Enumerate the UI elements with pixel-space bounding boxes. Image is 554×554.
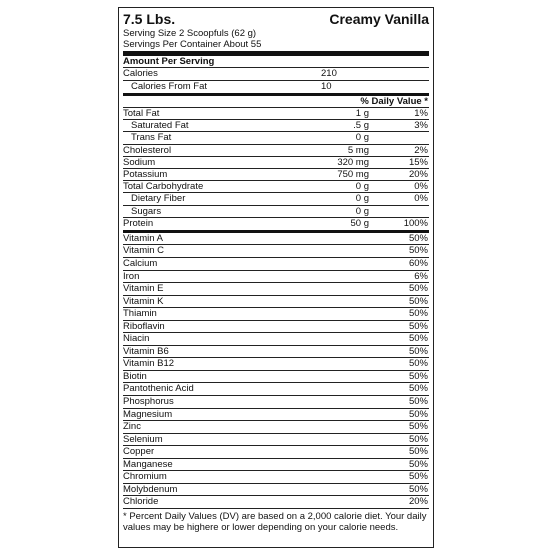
vitamin-daily-value: 50% xyxy=(408,446,428,458)
nutrient-row xyxy=(123,181,429,193)
vitamin-daily-value: 50% xyxy=(408,358,428,370)
nutrient-amount: 50 g xyxy=(350,217,369,229)
nutrient-name: Sodium xyxy=(123,156,156,168)
vitamin-row xyxy=(123,383,429,396)
vitamin-daily-value: 50% xyxy=(408,421,428,433)
vitamin-daily-value: 6% xyxy=(414,270,428,282)
nutrient-row xyxy=(123,218,429,230)
vitamin-row xyxy=(123,296,429,309)
nutrient-row xyxy=(123,120,429,132)
nutrient-name: Protein xyxy=(123,217,154,229)
vitamin-name: Biotin xyxy=(123,370,147,382)
vitamin-row xyxy=(123,396,429,409)
nutrient-daily-value: 1% xyxy=(414,108,428,119)
nutrient-row xyxy=(123,132,429,144)
vitamin-row xyxy=(123,321,429,334)
vitamin-row xyxy=(123,446,429,459)
vitamin-row xyxy=(123,333,429,346)
vitamin-name: Zinc xyxy=(123,421,141,433)
vitamin-name: Magnesium xyxy=(123,408,173,420)
nutrient-name: Potassium xyxy=(123,168,168,180)
nutrient-row xyxy=(123,108,429,120)
nutrient-amount: .5 g xyxy=(353,120,369,132)
nutrient-amount: 0 g xyxy=(355,132,369,144)
vitamin-list xyxy=(123,233,429,509)
nutrient-daily-value: 15% xyxy=(408,156,428,168)
calorie-name: Calories xyxy=(123,68,158,79)
vitamin-row xyxy=(123,409,429,422)
vitamin-name: Iron xyxy=(123,270,140,282)
vitamin-name: Calcium xyxy=(123,257,158,269)
calorie-value: 10 xyxy=(321,81,332,92)
vitamin-daily-value: 50% xyxy=(408,395,428,407)
vitamin-row xyxy=(123,434,429,447)
vitamin-name: Manganese xyxy=(123,458,173,470)
vitamin-daily-value: 50% xyxy=(408,433,428,445)
vitamin-daily-value: 20% xyxy=(408,496,428,508)
amount-per-serving-heading: Amount Per Serving xyxy=(123,56,429,68)
nutrient-row xyxy=(123,169,429,181)
nutrient-name: Total Carbohydrate xyxy=(123,181,204,193)
nutrient-amount: 320 mg xyxy=(337,156,369,168)
calorie-row xyxy=(123,81,429,93)
vitamin-row xyxy=(123,459,429,472)
vitamin-daily-value: 50% xyxy=(408,370,428,382)
nutrient-amount: 1 g xyxy=(355,108,369,119)
flavor-name: Creamy Vanilla xyxy=(329,11,429,27)
nutrient-row xyxy=(123,145,429,157)
vitamin-daily-value: 50% xyxy=(408,295,428,307)
vitamin-row xyxy=(123,308,429,321)
daily-value-heading: % Daily Value * xyxy=(123,96,429,108)
vitamin-name: Riboflavin xyxy=(123,320,165,332)
nutrient-amount: 5 mg xyxy=(347,144,369,156)
vitamin-name: Molybdenum xyxy=(123,483,178,495)
vitamin-name: Selenium xyxy=(123,433,163,445)
nutrient-amount: 0 g xyxy=(355,205,369,217)
vitamin-row xyxy=(123,496,429,509)
vitamin-name: Pantothenic Acid xyxy=(123,383,194,395)
vitamin-daily-value: 50% xyxy=(408,283,428,295)
calories-list xyxy=(123,68,429,93)
vitamin-daily-value: 50% xyxy=(408,232,428,244)
vitamin-daily-value: 50% xyxy=(408,345,428,357)
vitamin-daily-value: 50% xyxy=(408,320,428,332)
nutrient-amount: 0 g xyxy=(355,181,369,193)
nutrient-name: Saturated Fat xyxy=(131,120,189,132)
nutrient-daily-value: 100% xyxy=(403,217,428,229)
vitamin-name: Thiamin xyxy=(123,308,157,320)
vitamin-daily-value: 50% xyxy=(408,408,428,420)
nutrient-amount: 0 g xyxy=(355,193,369,205)
calorie-value: 210 xyxy=(321,68,337,79)
vitamin-daily-value: 50% xyxy=(408,383,428,395)
vitamin-name: Chloride xyxy=(123,496,159,508)
nutrient-name: Cholesterol xyxy=(123,144,172,156)
label-header xyxy=(123,11,429,28)
vitamin-daily-value: 50% xyxy=(408,483,428,495)
vitamin-row xyxy=(123,233,429,246)
nutrient-daily-value: 3% xyxy=(414,120,428,132)
vitamin-name: Vitamin C xyxy=(123,245,165,257)
servings-per-container: Servings Per Container About 55 xyxy=(123,39,262,50)
vitamin-daily-value: 50% xyxy=(408,471,428,483)
vitamin-name: Vitamin K xyxy=(123,295,164,307)
nutrient-row xyxy=(123,193,429,205)
vitamin-row xyxy=(123,245,429,258)
nutrient-amount: 750 mg xyxy=(337,168,369,180)
vitamin-daily-value: 50% xyxy=(408,245,428,257)
vitamin-row xyxy=(123,484,429,497)
vitamin-name: Phosphorus xyxy=(123,395,174,407)
vitamin-name: Vitamin B12 xyxy=(123,358,175,370)
serving-size: Serving Size 2 Scoopfuls (62 g) xyxy=(123,28,257,39)
vitamin-name: Niacin xyxy=(123,333,150,345)
vitamin-daily-value: 50% xyxy=(408,458,428,470)
vitamin-name: Vitamin E xyxy=(123,283,164,295)
vitamin-daily-value: 60% xyxy=(408,257,428,269)
vitamin-name: Vitamin A xyxy=(123,232,163,244)
nutrient-daily-value: 2% xyxy=(414,144,428,156)
vitamin-row xyxy=(123,358,429,371)
vitamin-daily-value: 50% xyxy=(408,333,428,345)
nutrient-daily-value: 0% xyxy=(414,193,428,205)
nutrient-name: Sugars xyxy=(131,205,162,217)
vitamin-name: Chromium xyxy=(123,471,167,483)
nutrient-daily-value: 20% xyxy=(408,168,428,180)
vitamin-row xyxy=(123,471,429,484)
nutrient-name: Dietary Fiber xyxy=(131,193,186,205)
nutrient-name: Total Fat xyxy=(123,108,160,119)
nutrient-daily-value: 0% xyxy=(414,181,428,193)
vitamin-row xyxy=(123,271,429,284)
container-size: 7.5 Lbs. xyxy=(123,11,176,27)
vitamin-daily-value: 50% xyxy=(408,308,428,320)
nutrition-facts-panel xyxy=(118,7,434,548)
vitamin-row xyxy=(123,346,429,359)
vitamin-name: Copper xyxy=(123,446,155,458)
vitamin-row xyxy=(123,283,429,296)
nutrient-row xyxy=(123,206,429,218)
vitamin-row xyxy=(123,258,429,271)
footnote: * Percent Daily Values (DV) are based on a 2,000 calorie diet. Your daily values may be highere or lower depending on your calorie needs. xyxy=(123,510,427,534)
nutrient-row xyxy=(123,157,429,169)
vitamin-name: Vitamin B6 xyxy=(123,345,169,357)
nutrient-list xyxy=(123,108,429,230)
vitamin-row xyxy=(123,421,429,434)
calorie-name: Calories From Fat xyxy=(131,81,208,92)
vitamin-row xyxy=(123,371,429,384)
nutrient-name: Trans Fat xyxy=(131,132,172,144)
calorie-row xyxy=(123,68,429,81)
